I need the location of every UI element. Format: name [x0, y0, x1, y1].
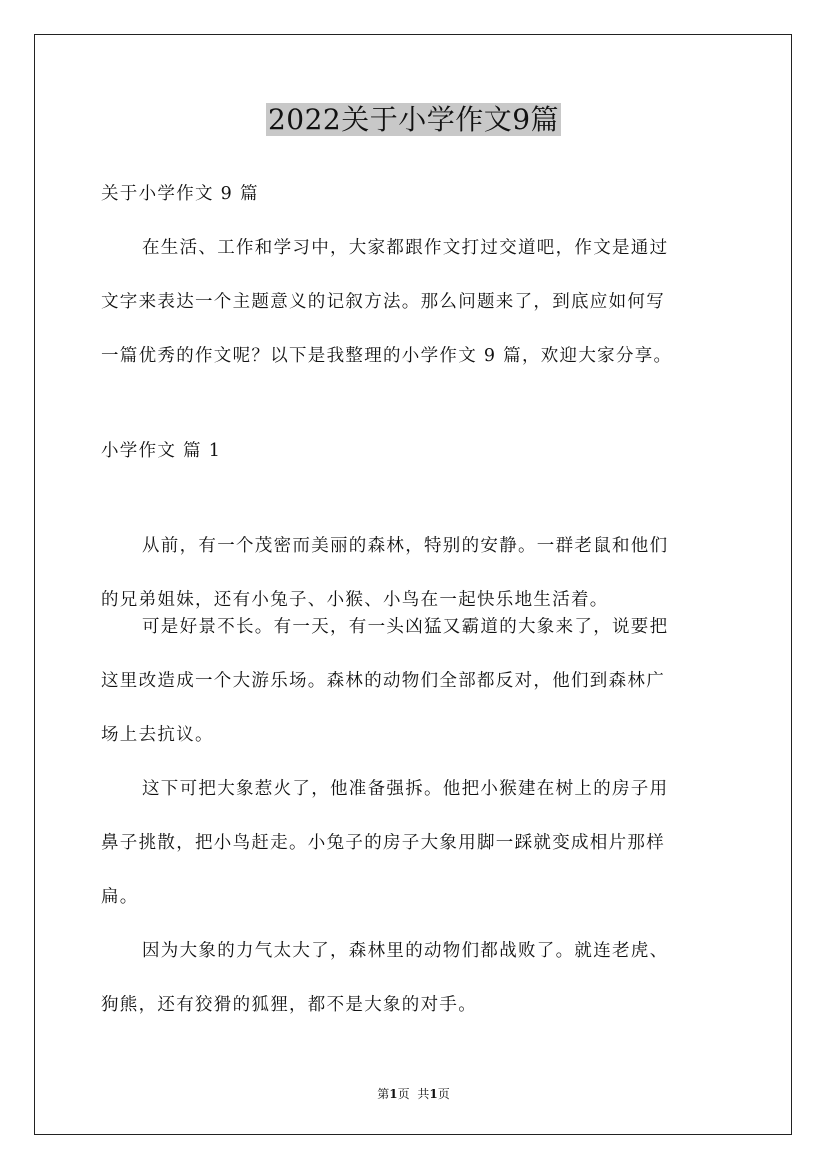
paragraph-line: 从前，有一个茂密而美丽的森林，特别的安静。一群老鼠和他们 — [142, 536, 669, 556]
story-paragraph-2 — [101, 600, 731, 762]
intro-line: 一篇优秀的作文呢？以下是我整理的小学作文 9 篇，欢迎大家分享。 — [101, 346, 673, 366]
paragraph-line: 场上去抗议。 — [101, 725, 214, 745]
story-paragraph-3 — [101, 762, 731, 924]
total-prefix: 共 — [417, 1087, 430, 1101]
page-suffix: 页 — [397, 1087, 410, 1101]
intro-line: 在生活、工作和学习中，大家都跟作文打过交道吧，作文是通过 — [142, 238, 669, 258]
total-number: 1 — [429, 1087, 438, 1101]
paragraph-line: 扁。 — [101, 887, 139, 907]
document-subtitle: 关于小学作文 9 篇 — [101, 184, 259, 204]
intro-paragraph — [101, 221, 731, 383]
paragraph-line: 这下可把大象惹火了，他准备强拆。他把小猴建在树上的房子用 — [142, 779, 669, 799]
paragraph-line: 的兄弟姐妹，还有小兔子、小猴、小鸟在一起快乐地生活着。 — [101, 590, 609, 610]
paragraph-line: 鼻子挑散，把小鸟赶走。小兔子的房子大象用脚一踩就变成相片那样 — [101, 833, 665, 853]
intro-line: 文字来表达一个主题意义的记叙方法。那么问题来了，到底应如何写 — [101, 292, 665, 312]
total-suffix: 页 — [437, 1087, 450, 1101]
paragraph-line: 可是好景不长。有一天，有一头凶猛又霸道的大象来了，说要把 — [142, 617, 669, 637]
paragraph-line: 因为大象的力气太大了，森林里的动物们都战败了。就连老虎、 — [142, 941, 669, 961]
document-title-text: 2022关于小学作文9篇 — [267, 103, 560, 136]
page-prefix: 第 — [377, 1087, 390, 1101]
page-footer — [0, 1085, 827, 1102]
section-heading: 小学作文 篇 1 — [101, 441, 222, 461]
document-title — [0, 100, 827, 140]
paragraph-line: 狗熊，还有狡猾的狐狸，都不是大象的对手。 — [101, 995, 477, 1015]
story-paragraph-4 — [101, 924, 731, 1032]
page-number: 1 — [389, 1087, 398, 1101]
paragraph-line: 这里改造成一个大游乐场。森林的动物们全部都反对，他们到森林广 — [101, 671, 665, 691]
